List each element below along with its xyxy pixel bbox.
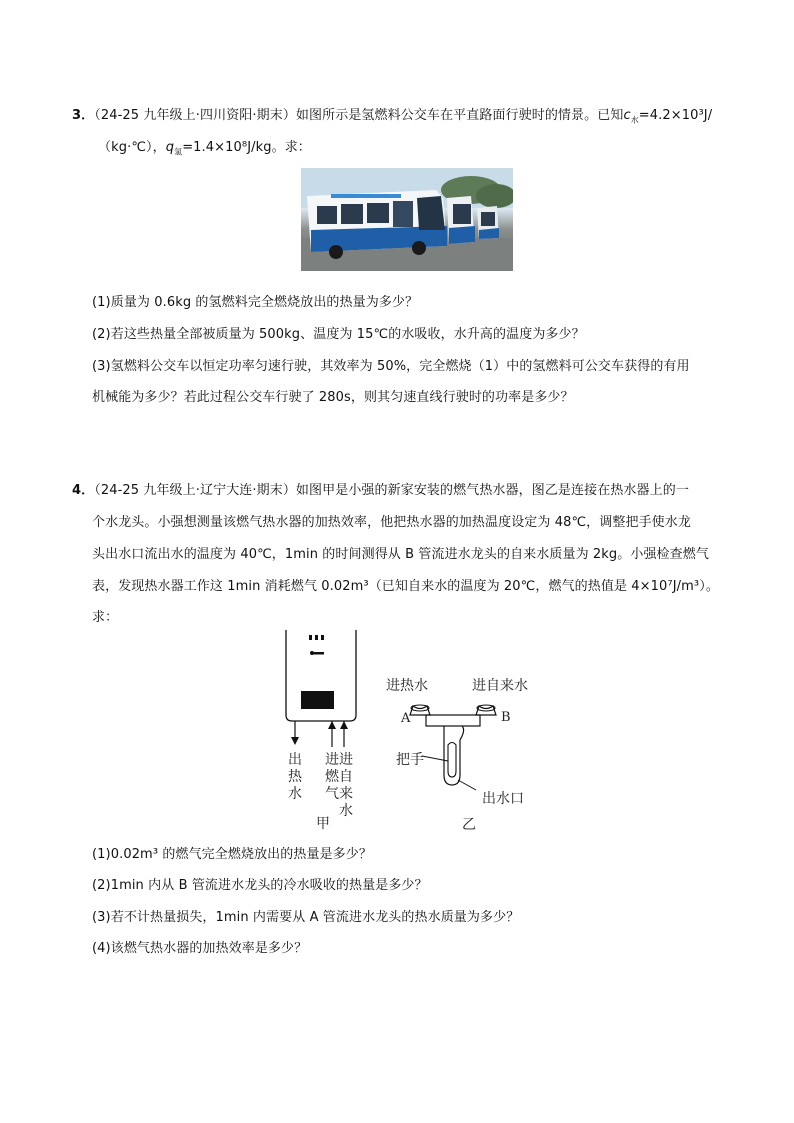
q3-sub1: (1)质量为 0.6kg 的氢燃料完全燃烧放出的热量为多少？ (92, 295, 419, 310)
faucet-diagram (410, 705, 496, 790)
q4-line5: 求： (92, 610, 119, 625)
in-tap-char-3: 来 (339, 786, 353, 802)
q4-sub3: (3)若不计热量损失，1min 内需要从 A 管流进水龙头的热水质量为多少？ (92, 910, 520, 925)
in-tap-char-1: 进 (339, 752, 353, 768)
q-sub: 氢 (174, 147, 183, 157)
hydrogen-bus-photo (301, 168, 513, 271)
in-tap-label (339, 752, 353, 819)
a-label: A (401, 711, 411, 726)
q3-sub3-line2: 机械能为多少？若此过程公交车行驶了 280s，则其匀速直线行驶时的功率是多少？ (92, 390, 574, 405)
out-hot-char-3: 水 (288, 786, 302, 802)
q3-unit-text: （kg·℃）， (98, 140, 166, 155)
b-label: B (501, 710, 511, 725)
q4-line3: 头出水口流出水的温度为 40℃，1min 的时间测得从 B 管流进水龙头的自来水质量为 2kg。小强检查燃气 (92, 547, 709, 562)
q4-line2: 个水龙头。小强想测量该燃气热水器的加热效率，他把热水器的加热温度设定为 48℃，调整把手使水龙 (92, 515, 691, 530)
in-gas-char-2: 燃 (325, 769, 339, 785)
q4-sub1: (1)0.02m³ 的燃气完全燃烧放出的热量是多少？ (92, 847, 372, 862)
q-value: =1.4×10⁸J/kg。求： (182, 140, 311, 155)
in-tap-char-4: 水 (339, 803, 353, 819)
heater-faucet-figure (270, 625, 550, 835)
q-symbol: q (165, 140, 175, 155)
q3-sub3-line1: (3)氢燃料公交车以恒定功率匀速行驶，其效率为 50%，完全燃烧（1）中的氢燃料可公交车获得的有用 (92, 359, 690, 374)
q4-line4: 表，发现热水器工作这 1min 消耗燃气 0.02m³（已知自来水的温度为 20℃，燃气的热值是 4×10⁷J/m³）。 (92, 579, 719, 594)
out-hot-label (288, 752, 303, 802)
in-tap-char-2: 自 (339, 769, 353, 785)
jia-label: 甲 (316, 816, 330, 832)
q3-line2 (98, 136, 311, 155)
hot-in-label: 进热水 (386, 678, 428, 694)
out-hot-char-1: 出 (288, 752, 302, 768)
outlet-label: 出水口 (482, 791, 524, 807)
q3-number: 3． (72, 108, 95, 123)
in-gas-char-1: 进 (325, 752, 339, 768)
in-gas-label (325, 752, 340, 802)
out-hot-char-2: 热 (288, 769, 302, 785)
tap-in-label: 进自来水 (472, 678, 528, 694)
q4-text: （24-25 九年级上·辽宁大连·期末）如图甲是小强的新家安装的燃气热水器，图乙是连接在热水器上的一 (94, 483, 689, 498)
q3-sub2: (2)若这些热量全部被质量为 500kg、温度为 15℃的水吸收，水升高的温度为多少？ (92, 327, 585, 342)
q3-line1 (72, 104, 712, 123)
q4-sub2: (2)1min 内从 B 管流进水龙头的冷水吸收的热量是多少？ (92, 878, 428, 893)
handle-label: 把手 (396, 752, 424, 768)
q3-text: （24-25 九年级上·四川资阳·期末）如图所示是氢燃料公交车在平直路面行驶时的情景。已知 (94, 108, 624, 123)
q4-sub4: (4)该燃气热水器的加热效率是多少？ (92, 941, 308, 956)
c-sub: 水 (630, 115, 639, 125)
in-gas-char-3: 气 (325, 786, 339, 802)
c-symbol: c (623, 108, 631, 123)
water-heater-diagram (286, 630, 356, 747)
yi-label: 乙 (462, 817, 476, 833)
c-value: =4.2×10³J/ (638, 108, 713, 123)
q4-number: 4． (72, 483, 95, 498)
q4-line1 (72, 479, 689, 498)
